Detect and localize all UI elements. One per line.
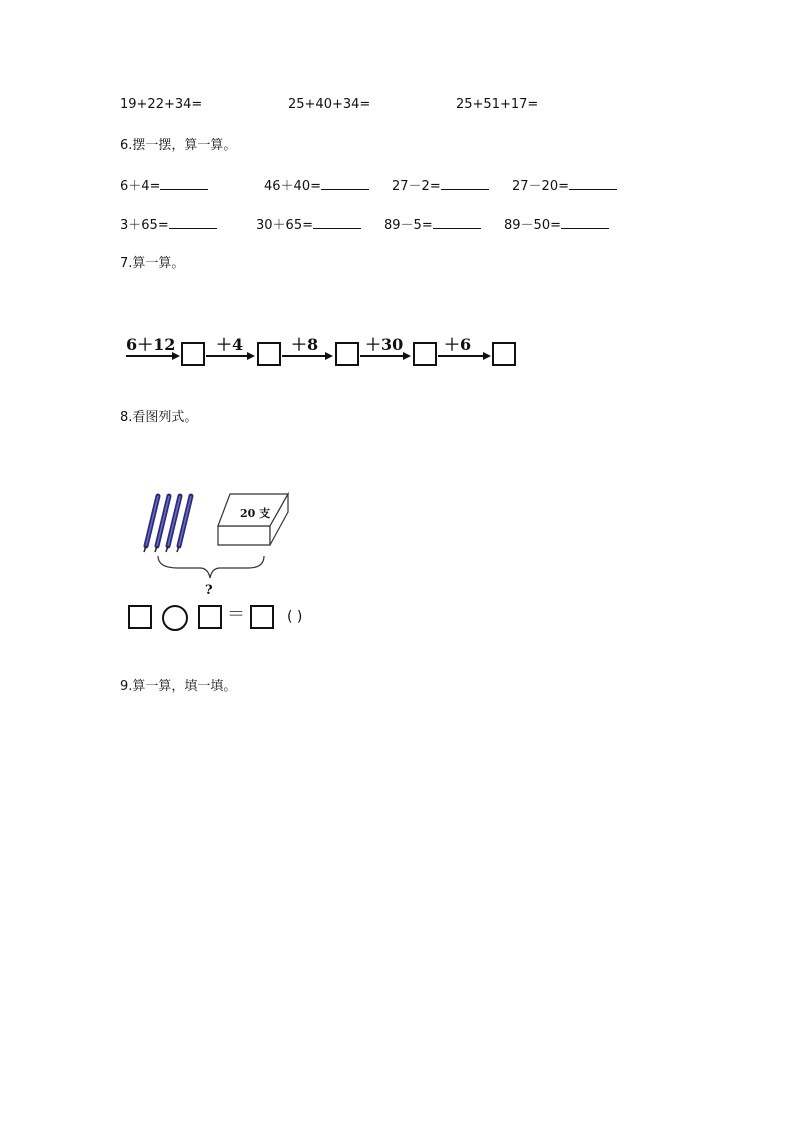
arrow-head-icon [325,352,333,360]
answer-blank[interactable] [569,177,617,190]
answer-box[interactable] [128,605,152,629]
q6-item [264,177,369,195]
q9-title: 9.算一算，填一填。 [120,679,237,694]
unit-parentheses[interactable]: ( ) [287,609,303,625]
brace-icon [158,556,264,578]
answer-blank[interactable] [561,216,609,229]
q6-item [504,216,609,234]
q6-item [384,216,481,234]
q8-title: 8.看图列式。 [120,410,198,425]
chain-operation: ＋4 [216,335,244,354]
q6-expr: 3＋65= [120,218,169,233]
chain-start-expression: 6＋12 [126,335,176,354]
q6-item [256,216,361,234]
arrow-line [438,355,484,357]
answer-blank[interactable] [160,177,208,190]
q6-expr: 27－2= [392,179,441,194]
sum-expression-2: 25+40+34= [288,97,371,112]
arrow-head-icon [403,352,411,360]
answer-box[interactable] [335,342,359,366]
pens-illustration [138,488,298,598]
arrow-head-icon [172,352,180,360]
arrow-head-icon [483,352,491,360]
q6-expr: 6＋4= [120,179,161,194]
answer-blank[interactable] [321,177,369,190]
arrow-head-icon [247,352,255,360]
q6-item [512,177,617,195]
arrow-line [206,355,248,357]
answer-box[interactable] [181,342,205,366]
chain-operation: ＋30 [365,335,404,354]
answer-blank[interactable] [313,216,361,229]
q6-expr: 89－50= [504,218,561,233]
answer-box[interactable] [257,342,281,366]
q6-item [392,177,489,195]
chain-operation: ＋8 [291,335,319,354]
answer-box[interactable] [250,605,274,629]
arrow-line [282,355,326,357]
sum-expression-3: 25+51+17= [456,97,539,112]
pen-box-label: 20 支 [240,507,271,520]
q6-item [120,177,208,195]
answer-box[interactable] [198,605,222,629]
arrow-line [126,355,174,357]
q6-expr: 46＋40= [264,179,321,194]
question-mark: ? [205,583,213,598]
answer-box[interactable] [492,342,516,366]
q6-expr: 89－5= [384,218,433,233]
answer-blank[interactable] [433,216,481,229]
operator-circle[interactable] [162,605,188,631]
answer-blank[interactable] [169,216,217,229]
q6-expr: 27－20= [512,179,569,194]
answer-blank[interactable] [441,177,489,190]
sum-expression-1: 19+22+34= [120,97,203,112]
chain-operation: ＋6 [444,335,472,354]
equals-sign: ＝ [227,604,245,625]
q6-title: 6.摆一摆，算一算。 [120,138,237,153]
q7-title: 7.算一算。 [120,256,185,271]
arrow-line [360,355,404,357]
q6-item [120,216,217,234]
q6-expr: 30＋65= [256,218,313,233]
answer-box[interactable] [413,342,437,366]
